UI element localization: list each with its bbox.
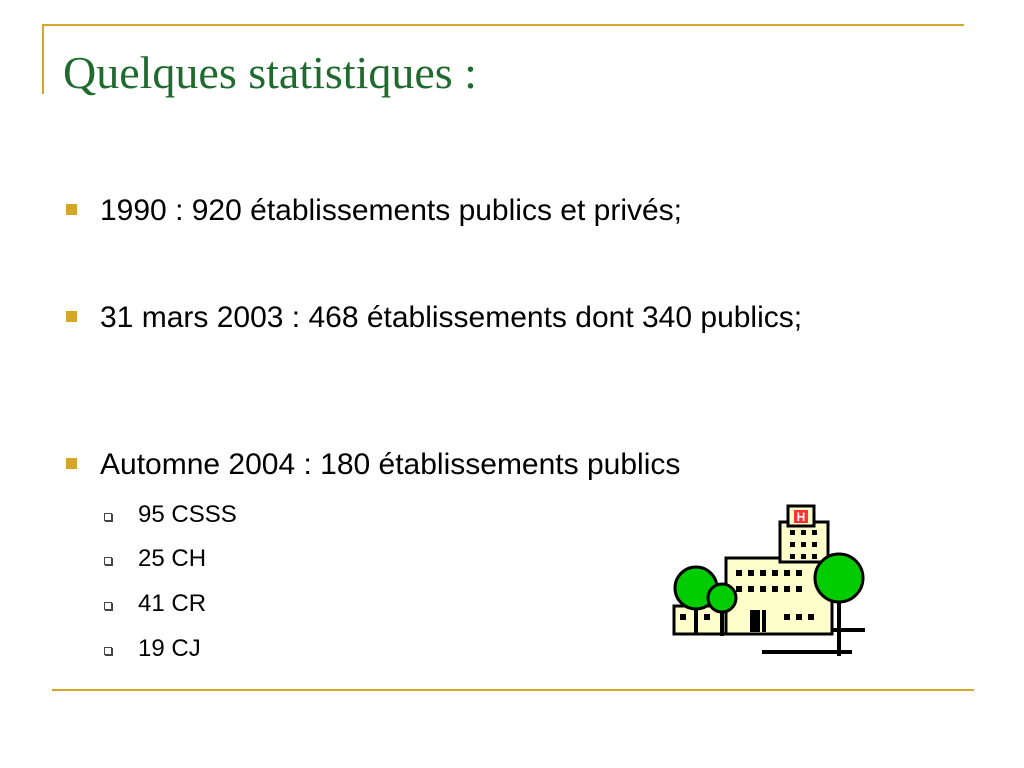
square-bullet-icon xyxy=(66,458,77,469)
top-frame-line xyxy=(42,24,964,26)
sub-bullet-item xyxy=(104,544,206,574)
hollow-square-bullet-icon xyxy=(104,557,112,565)
left-frame-line xyxy=(42,24,44,94)
hospital-building-icon xyxy=(666,502,870,662)
bullet-item xyxy=(66,445,846,485)
bullet-text: Automne 2004 : 180 établissements publics xyxy=(100,448,681,481)
slide-title: Quelques statistiques : xyxy=(63,47,477,98)
square-bullet-icon xyxy=(66,204,77,215)
bullet-text: 31 mars 2003 : 468 établissements dont 340 publics; xyxy=(100,301,803,334)
hollow-square-bullet-icon xyxy=(104,602,112,610)
sub-bullet-item xyxy=(104,589,206,619)
sub-bullet-item xyxy=(104,634,201,664)
hospital-sign xyxy=(788,506,814,526)
sub-bullet-text: 41 CR xyxy=(138,590,207,617)
square-bullet-icon xyxy=(66,311,77,322)
sub-bullet-text: 19 CJ xyxy=(138,635,201,662)
hollow-square-bullet-icon xyxy=(104,513,112,521)
sub-bullet-text: 25 CH xyxy=(138,545,207,572)
sign-letter: H xyxy=(796,510,806,524)
sub-bullet-item xyxy=(104,500,237,530)
bullet-item xyxy=(66,298,846,338)
hollow-square-bullet-icon xyxy=(104,647,112,655)
bottom-frame-line xyxy=(52,689,974,691)
bullet-text: 1990 : 920 établissements publics et privés; xyxy=(100,194,682,227)
sub-bullet-text: 95 CSSS xyxy=(138,501,237,528)
bullet-item xyxy=(66,191,846,231)
